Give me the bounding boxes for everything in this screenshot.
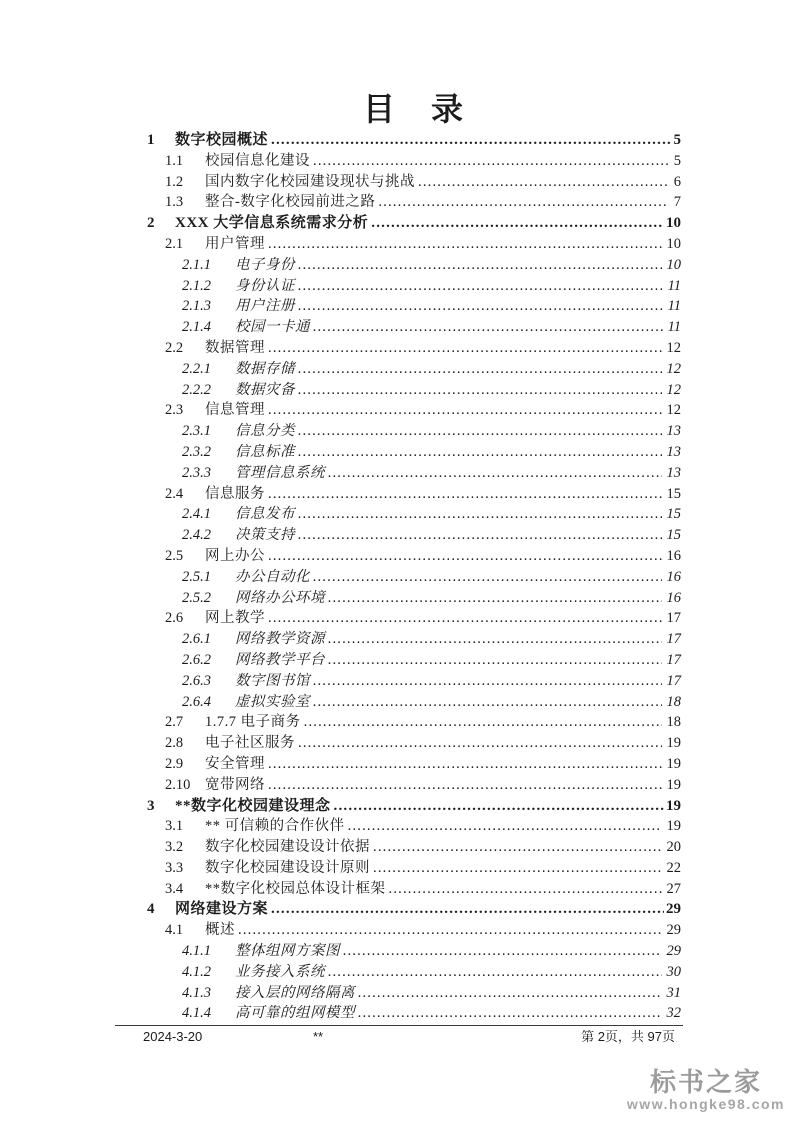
toc-entry-page: 17 xyxy=(666,672,681,689)
toc-entry-title: 管理信息系统 xyxy=(235,464,325,481)
toc-entry-page: 16 xyxy=(666,547,681,564)
toc-leader-dots xyxy=(389,879,662,900)
toc-entry-page: 27 xyxy=(666,880,681,897)
toc-entry-number: 2.4 xyxy=(165,485,184,502)
toc-entry-number: 2.1.4 xyxy=(182,319,211,336)
toc-leader-dots xyxy=(268,338,662,359)
toc-entry-number: 1.3 xyxy=(165,194,184,211)
toc-entry-number: 2.2.1 xyxy=(182,360,211,377)
toc-entry-page: 29 xyxy=(666,901,681,918)
toc-leader-dots xyxy=(271,899,664,920)
toc-entry-title: 数字校园概述 xyxy=(175,132,269,148)
toc-entry-title: 数据灾备 xyxy=(235,381,295,398)
toc-entry-title: XXX 大学信息系统需求分析 xyxy=(175,215,369,232)
toc-entry[interactable] xyxy=(147,463,681,484)
toc-entry-number: 2.6.2 xyxy=(182,651,211,668)
toc-leader-dots xyxy=(268,400,662,421)
toc-leader-dots xyxy=(298,442,662,463)
toc-entry[interactable] xyxy=(147,941,681,962)
toc-entry-title: 数据存储 xyxy=(235,360,295,377)
toc-entry[interactable] xyxy=(147,858,681,879)
toc-entry-page: 15 xyxy=(666,506,681,523)
watermark-brand: 标书之家 xyxy=(649,1067,762,1097)
toc-entry-title: 电子社区服务 xyxy=(205,735,295,752)
toc-entry[interactable] xyxy=(147,983,681,1004)
toc-entry-page: 10 xyxy=(666,256,681,273)
toc-entry-title: 网上教学 xyxy=(205,610,265,627)
toc-entry-title: 身份认证 xyxy=(235,277,295,294)
toc-leader-dots xyxy=(373,858,662,879)
toc-entry-title: 信息管理 xyxy=(205,402,265,419)
toc-entry[interactable] xyxy=(147,380,681,401)
footer-center-text: ** xyxy=(313,1029,324,1044)
toc-entry-title: 电子身份 xyxy=(235,256,295,273)
toc-entry-number: 2.6 xyxy=(165,610,184,627)
toc-entry-number: 1 xyxy=(147,132,155,148)
toc-entry-title: 决策支持 xyxy=(235,527,295,544)
toc-leader-dots xyxy=(268,608,662,629)
toc-entry[interactable] xyxy=(147,400,681,421)
toc-entry-number: 2.5 xyxy=(165,547,184,564)
toc-leader-dots xyxy=(298,296,663,317)
toc-entry-page: 19 xyxy=(666,818,681,835)
toc-entry-title: ** 可信赖的合作伙伴 xyxy=(205,818,345,835)
toc-leader-dots xyxy=(298,359,662,380)
page-footer xyxy=(0,1029,793,1045)
toc-entry-number: 2.1.2 xyxy=(182,277,211,294)
watermark-url: www.hongke98.com xyxy=(626,1096,785,1112)
toc-entry-number: 4 xyxy=(147,901,155,918)
toc-leader-dots xyxy=(378,192,668,213)
toc-entry-title: 办公自动化 xyxy=(235,568,310,585)
toc-leader-dots xyxy=(298,255,662,276)
toc-entry-title: 用户管理 xyxy=(205,235,265,252)
toc-entry-page: 17 xyxy=(666,651,681,668)
toc-entry-number: 3.1 xyxy=(165,818,184,835)
toc-leader-dots xyxy=(238,920,662,941)
toc-entry-title: 整合-数字化校园前进之路 xyxy=(205,194,376,211)
toc-entry-page: 30 xyxy=(666,963,681,980)
toc-entry[interactable] xyxy=(147,172,681,193)
toc-entry[interactable] xyxy=(147,754,681,775)
toc-entry-title: 网络建设方案 xyxy=(175,901,269,918)
toc-entry-number: 2.6.1 xyxy=(182,631,211,648)
toc-entry-number: 2.3.3 xyxy=(182,464,211,481)
toc-entry[interactable] xyxy=(147,192,681,213)
toc-entry-number: 3.4 xyxy=(165,880,184,897)
toc-entry[interactable] xyxy=(147,296,681,317)
toc-entry-page: 11 xyxy=(667,298,681,315)
toc-leader-dots xyxy=(328,962,662,983)
toc-entry[interactable] xyxy=(147,775,681,796)
toc-entry-number: 1.2 xyxy=(165,173,184,190)
toc-leader-dots xyxy=(373,837,662,858)
toc-entry-page: 10 xyxy=(666,215,681,232)
toc-entry-number: 2.1 xyxy=(165,235,184,252)
toc-entry-page: 6 xyxy=(673,173,681,190)
toc-entry-number: 3.2 xyxy=(165,839,184,856)
toc-entry-page: 18 xyxy=(666,693,681,710)
toc-entry-title: 数据管理 xyxy=(205,339,265,356)
toc-entry[interactable] xyxy=(147,567,681,588)
toc-entry[interactable] xyxy=(147,650,681,671)
toc-leader-dots xyxy=(328,650,662,671)
toc-entry-page: 7 xyxy=(673,194,681,211)
footer-page-number: 第 2页，共 97页 xyxy=(581,1029,675,1044)
toc-entry-number: 4.1.4 xyxy=(182,1005,211,1022)
toc-entry-page: 16 xyxy=(666,568,681,585)
toc-leader-dots xyxy=(313,317,663,338)
toc-entry-number: 2.10 xyxy=(165,776,191,793)
toc-entry-page: 12 xyxy=(666,402,681,419)
toc-entry-page: 31 xyxy=(666,984,681,1001)
toc-entry-page: 12 xyxy=(666,381,681,398)
toc-leader-dots xyxy=(334,796,664,817)
toc-leader-dots xyxy=(298,504,662,525)
toc-entry[interactable] xyxy=(147,546,681,567)
toc-entry-page: 17 xyxy=(666,610,681,627)
watermark xyxy=(627,1068,785,1112)
toc-entry[interactable] xyxy=(147,588,681,609)
toc-entry-title: 安全管理 xyxy=(205,755,265,772)
toc-entry[interactable] xyxy=(147,1003,681,1024)
toc-leader-dots xyxy=(271,130,671,151)
toc-leader-dots xyxy=(371,213,664,234)
toc-leader-dots xyxy=(313,671,662,692)
toc-leader-dots xyxy=(348,816,662,837)
toc-entry[interactable] xyxy=(147,359,681,380)
toc-entry-page: 19 xyxy=(666,797,681,814)
toc-leader-dots xyxy=(313,567,662,588)
toc-entry-number: 2.1.3 xyxy=(182,298,211,315)
toc-entry[interactable] xyxy=(147,671,681,692)
toc-entry-page: 15 xyxy=(666,485,681,502)
toc-entry[interactable] xyxy=(147,442,681,463)
toc-entry-page: 18 xyxy=(666,714,681,731)
toc-entry-number: 2.3.2 xyxy=(182,443,211,460)
toc-leader-dots xyxy=(268,754,662,775)
toc-leader-dots xyxy=(298,421,662,442)
toc-entry-page: 12 xyxy=(666,339,681,356)
toc-entry-number: 2.3.1 xyxy=(182,423,211,440)
toc-leader-dots xyxy=(298,733,662,754)
toc-entry-number: 2.1.1 xyxy=(182,256,211,273)
toc-leader-dots xyxy=(268,546,662,567)
toc-entry[interactable] xyxy=(147,692,681,713)
toc-leader-dots xyxy=(313,151,669,172)
toc-leader-dots xyxy=(268,775,662,796)
toc-entry-page: 19 xyxy=(666,735,681,752)
toc-entry-number: 2.4.2 xyxy=(182,527,211,544)
toc-leader-dots xyxy=(328,463,662,484)
toc-entry-page: 16 xyxy=(666,589,681,606)
toc-entry-number: 2.2 xyxy=(165,339,184,356)
toc-entry-page: 20 xyxy=(666,839,681,856)
toc-entry[interactable] xyxy=(147,629,681,650)
toc-entry-title: 信息发布 xyxy=(235,506,295,523)
toc-entry-title: 信息标准 xyxy=(235,443,295,460)
toc-leader-dots xyxy=(358,1003,662,1024)
toc-entry-number: 2.4.1 xyxy=(182,506,211,523)
toc-leader-dots xyxy=(418,172,669,193)
toc-entry-page: 17 xyxy=(666,631,681,648)
toc-entry-page: 5 xyxy=(673,152,681,169)
toc-entry-title: 网络办公环境 xyxy=(235,589,325,606)
toc-entry[interactable] xyxy=(147,837,681,858)
toc-entry-number: 4.1.1 xyxy=(182,943,211,960)
toc-entry[interactable] xyxy=(147,276,681,297)
toc-entry-page: 10 xyxy=(666,235,681,252)
toc-entry-page: 19 xyxy=(666,776,681,793)
toc-entry[interactable] xyxy=(147,130,681,151)
toc-entry-title: 用户注册 xyxy=(235,298,295,315)
toc-entry-number: 3 xyxy=(147,797,155,814)
toc-entry[interactable] xyxy=(147,879,681,900)
toc-entry[interactable] xyxy=(147,899,681,920)
toc-entry-page: 32 xyxy=(666,1005,681,1022)
toc-entry-page: 11 xyxy=(667,319,681,336)
toc-entry-number: 2.5.1 xyxy=(182,568,211,585)
footer-date: 2024-3-20 xyxy=(143,1029,203,1044)
toc-entry[interactable] xyxy=(147,712,681,733)
toc-entry[interactable] xyxy=(147,962,681,983)
toc-entry-title: 1.7.7 电子商务 xyxy=(205,714,301,731)
toc-entry-number: 2.3 xyxy=(165,402,184,419)
toc-entry-title: 网络教学平台 xyxy=(235,651,325,668)
toc-leader-dots xyxy=(268,234,662,255)
toc-entry-number: 2.6.3 xyxy=(182,672,211,689)
footer-divider xyxy=(115,1025,683,1026)
toc-entry[interactable] xyxy=(147,255,681,276)
toc-entry-page: 5 xyxy=(673,132,681,148)
toc-leader-dots xyxy=(298,276,663,297)
toc-entry-page: 29 xyxy=(666,943,681,960)
toc-entry[interactable] xyxy=(147,608,681,629)
toc-entry[interactable] xyxy=(147,525,681,546)
toc-entry-title: 高可靠的组网模型 xyxy=(235,1005,355,1022)
toc-entry-title: 信息分类 xyxy=(235,423,295,440)
toc-leader-dots xyxy=(298,525,662,546)
toc-entry-number: 2.8 xyxy=(165,735,184,752)
toc-entry-number: 4.1.3 xyxy=(182,984,211,1001)
toc-leader-dots xyxy=(268,484,662,505)
toc-entry[interactable] xyxy=(147,421,681,442)
toc-entry-page: 12 xyxy=(666,360,681,377)
toc-entry-page: 15 xyxy=(666,527,681,544)
toc-entry-number: 2.7 xyxy=(165,714,184,731)
toc-entry-number: 2.2.2 xyxy=(182,381,211,398)
toc-entry-number: 2.9 xyxy=(165,755,184,772)
toc-entry-title: 数字化校园建设设计原则 xyxy=(205,859,370,876)
toc-entry-title: **数字化校园总体设计框架 xyxy=(205,880,386,897)
toc-entry-page: 19 xyxy=(666,755,681,772)
toc-entry[interactable] xyxy=(147,816,681,837)
toc-entry[interactable] xyxy=(147,484,681,505)
toc-entry-title: 宽带网络 xyxy=(205,776,265,793)
toc-entry-title: 信息服务 xyxy=(205,485,265,502)
toc-leader-dots xyxy=(313,692,662,713)
toc-entry[interactable] xyxy=(147,151,681,172)
toc-entry-title: **数字化校园建设理念 xyxy=(175,797,331,814)
toc-entry-title: 网络教学资源 xyxy=(235,631,325,648)
toc-entry-title: 网上办公 xyxy=(205,547,265,564)
toc-entry[interactable] xyxy=(147,796,681,817)
toc-entry[interactable] xyxy=(147,234,681,255)
toc-entry[interactable] xyxy=(147,920,681,941)
toc-leader-dots xyxy=(304,712,662,733)
toc-entry-title: 概述 xyxy=(205,922,235,939)
toc-leader-dots xyxy=(343,941,662,962)
toc-entry-number: 3.3 xyxy=(165,859,184,876)
toc-entry[interactable] xyxy=(147,504,681,525)
toc-leader-dots xyxy=(328,588,662,609)
toc-entry-number: 2.5.2 xyxy=(182,589,211,606)
toc-entry-number: 4.1.2 xyxy=(182,963,211,980)
toc-entry-number: 2.6.4 xyxy=(182,693,211,710)
toc-title: 目 录 xyxy=(362,91,465,127)
toc-entry[interactable] xyxy=(147,213,681,234)
toc-entry-title: 整体组网方案图 xyxy=(235,943,340,960)
toc-entry-title: 校园一卡通 xyxy=(235,319,310,336)
toc-leader-dots xyxy=(298,380,662,401)
toc-entry-title: 接入层的网络隔离 xyxy=(235,984,355,1001)
toc-entry-number: 4.1 xyxy=(165,922,184,939)
toc-entry-page: 22 xyxy=(666,859,681,876)
toc-entry-title: 校园信息化建设 xyxy=(205,152,310,169)
toc-entry-page: 13 xyxy=(666,464,681,481)
toc-entry-page: 13 xyxy=(666,443,681,460)
toc-entry[interactable] xyxy=(147,317,681,338)
toc-entry-page: 13 xyxy=(666,423,681,440)
toc-leader-dots xyxy=(358,983,662,1004)
toc-entry[interactable] xyxy=(147,733,681,754)
toc-entry-title: 数字化校园建设设计依据 xyxy=(205,839,370,856)
toc-entry-title: 虚拟实验室 xyxy=(235,693,310,710)
toc-entry-number: 1.1 xyxy=(165,152,184,169)
toc-list xyxy=(147,130,681,1024)
toc-entry-title: 国内数字化校园建设现状与挑战 xyxy=(205,173,415,190)
toc-entry[interactable] xyxy=(147,338,681,359)
toc-entry-page: 29 xyxy=(666,922,681,939)
toc-entry-title: 业务接入系统 xyxy=(235,963,325,980)
toc-entry-number: 2 xyxy=(147,215,155,232)
toc-entry-title: 数字图书馆 xyxy=(235,672,310,689)
toc-entry-page: 11 xyxy=(667,277,681,294)
toc-leader-dots xyxy=(328,629,662,650)
